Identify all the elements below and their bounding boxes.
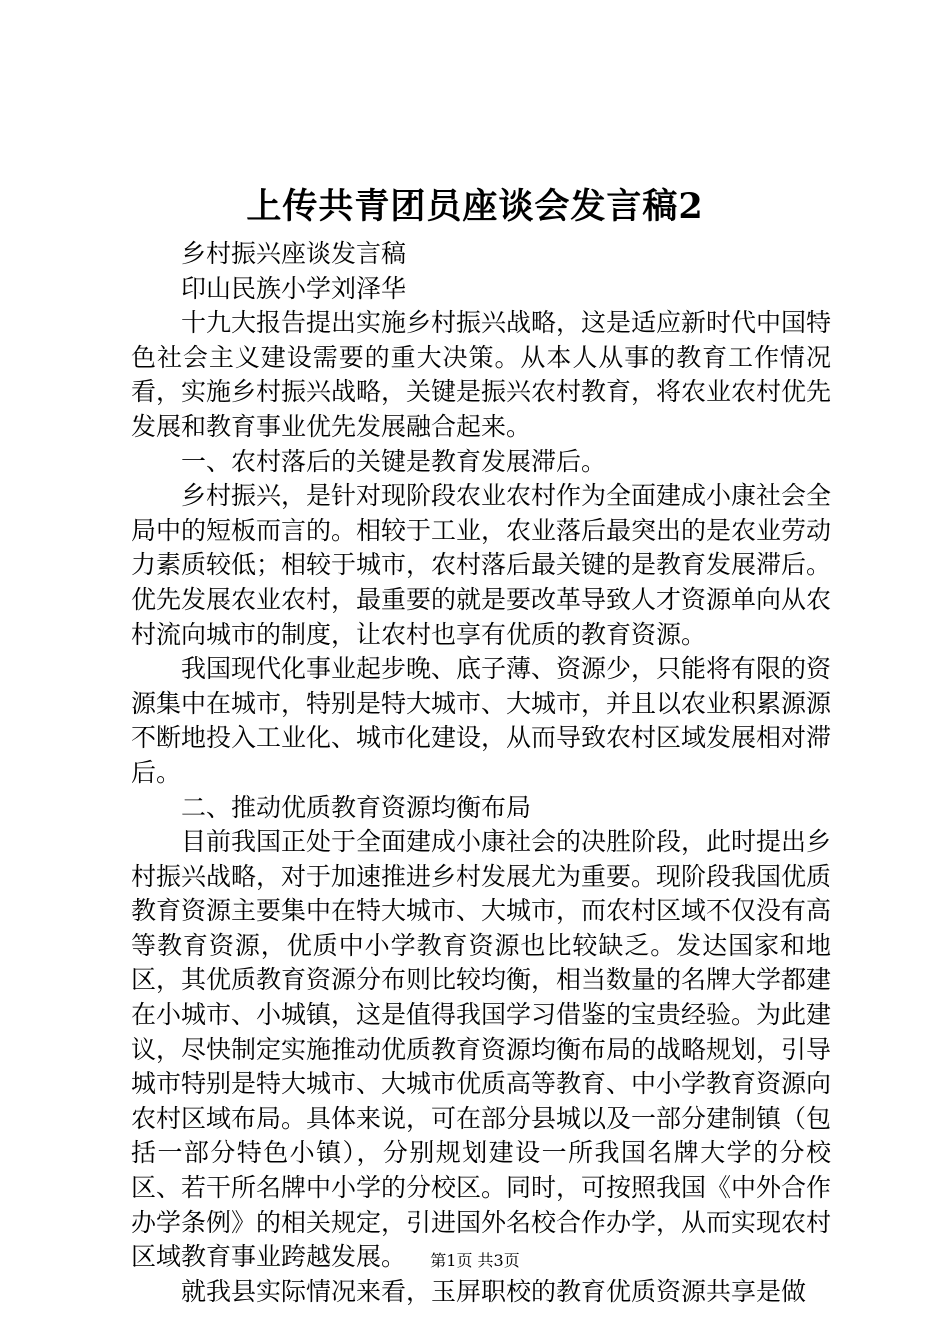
body-paragraph: 十九大报告提出实施乡村振兴战略，这是适应新时代中国特色社会主义建设需要的重大决策。从本人从事的教育工作情况看，实施乡村振兴战略，关键是振兴农村教育，将农业农村优先发展和教育事业优先发展融合起来。 bbox=[131, 308, 832, 441]
section-heading: 二、推动优质教育资源均衡布局 bbox=[181, 792, 532, 822]
body-paragraph: 目前我国正处于全面建成小康社会的决胜阶段，此时提出乡村振兴战略，对于加速推进乡村发展尤为重要。现阶段我国优质教育资源主要集中在特大城市、大城市，而农村区域不仅没有高等教育资源，优质中小学教育资源也比较缺乏。发达国家和地区，其优质教育资源分布则比较均衡，相当数量的名牌大学都建在小城市、小城镇，这是值得我国学习借鉴的宝贵经验。为此建议，尽快制定实施推动优质教育资源均衡布局的战略规划，引导城市特别是特大城市、大城市优质高等教育、中小学教育资源向农村区域布局。具体来说，可在部分县城以及一部分建制镇（包括一部分特色小镇），分别规划建设一所我国名牌大学的分校区、若干所名牌中小学的分校区。同时，可按照我国《中外合作办学条例》的相关规定，引进国外名校合作办学，从而实现农村区域教育事业跨越发展。 bbox=[131, 827, 832, 1272]
page-number-footer: 第1页 共3页 bbox=[430, 1251, 520, 1270]
body-paragraph: 我国现代化事业起步晚、底子薄、资源少，只能将有限的资源集中在城市，特别是特大城市、大城市，并且以农业积累源源不断地投入工业化、城市化建设，从而导致农村区域发展相对滞后。 bbox=[131, 654, 832, 787]
document-title: 上传共青团员座谈会发言稿2 bbox=[246, 186, 704, 227]
document-body bbox=[131, 237, 831, 1309]
speech-subtitle: 乡村振兴座谈发言稿 bbox=[181, 239, 407, 268]
section-heading: 一、农村落后的关键是教育发展滞后。 bbox=[181, 446, 607, 476]
author-line: 印山民族小学刘泽华 bbox=[181, 273, 407, 303]
body-paragraph: 就我县实际情况来看，玉屏职校的教育优质资源共享是做 bbox=[181, 1276, 807, 1306]
body-paragraph: 乡村振兴，是针对现阶段农业农村作为全面建成小康社会全局中的短板而言的。相较于工业，农业落后最突出的是农业劳动力素质较低；相较于城市，农村落后最关键的是教育发展滞后。优先发展农业农村，最重要的就是要改革导致人才资源单向从农村流向城市的制度，让农村也享有优质的教育资源。 bbox=[131, 481, 832, 649]
